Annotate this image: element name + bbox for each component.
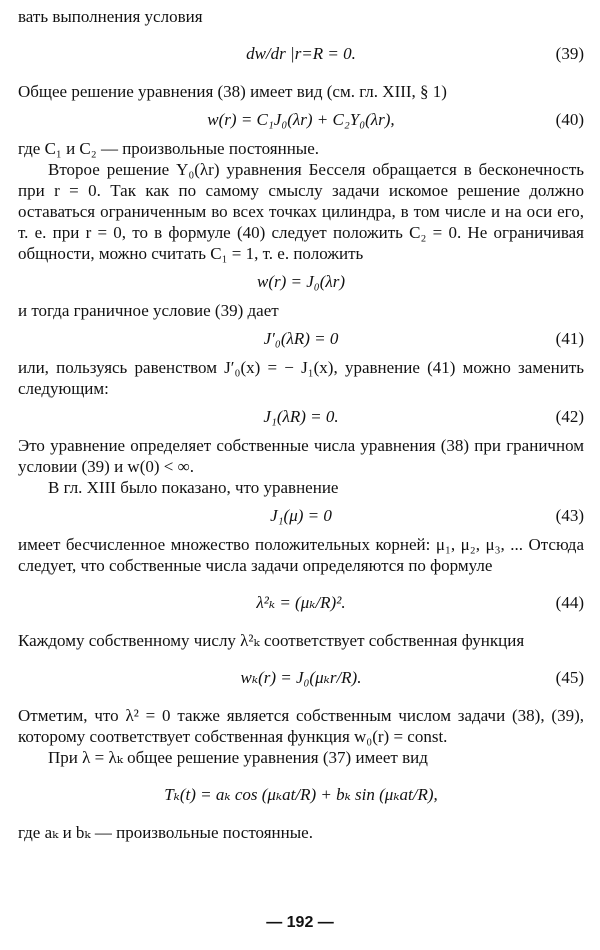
text-line: где C₁ и C₂ — произвольные постоянные. [18, 139, 320, 158]
paragraph: или, пользуясь равенством J′₀(x) = − J₁(x), уравнение (41) можно заменить следующим: [18, 358, 584, 398]
text-line: вать выполнения условия [18, 7, 203, 26]
equation-39 [18, 33, 584, 75]
equation-number: (39) [555, 44, 584, 63]
equation-number: (40) [555, 110, 584, 129]
text-line: и тогда граничное условие (39) дает [18, 301, 279, 320]
equation-40 [18, 108, 584, 132]
equation-number: (44) [555, 593, 584, 612]
paragraph: имеет бесчисленное множество положительных корней: μ₁, μ₂, μ₃, ... Отсюда следует, что собственные числа задачи определяются по формуле [18, 535, 584, 575]
text-line: Общее решение уравнения (38) имеет вид (см. гл. XIII, § 1) [18, 82, 447, 101]
equation-number: (43) [555, 506, 584, 525]
equation-body: λ²ₖ = (μₖ/R)². [256, 593, 346, 612]
paragraph: Отметим, что λ² = 0 также является собственным числом задачи (38), (39), которому соответствует собственная функция w₀(r) = const. [18, 706, 584, 746]
equation-42 [18, 405, 584, 429]
equation-number: (45) [555, 668, 584, 687]
equation-44 [18, 582, 584, 624]
paragraph: Это уравнение определяет собственные числа уравнения (38) при граничном условии (39) и w(0) < ∞. [18, 436, 584, 476]
paragraph: В гл. XIII было показано, что уравнение [48, 478, 339, 497]
text-line: где aₖ и bₖ — произвольные постоянные. [18, 823, 313, 842]
paragraph: При λ = λₖ общее решение уравнения (37) имеет вид [48, 748, 428, 767]
equation-body: J₁(λR) = 0. [263, 407, 339, 426]
equation-body: dw/dr |r=R = 0. [246, 44, 356, 63]
paragraph: Второе решение Y₀(λr) уравнения Бесселя обращается в бесконечность при r = 0. Так как по самому смыслу задачи искомое решение должно оставаться ограниченным во всех точках цилиндра, в том числе и на оси его, т. е. при r = 0, то в формуле (40) следует положить C₂ = 0. Не ограничивая общности, можно считать C₁ = 1, т. е. положить [18, 160, 584, 263]
equation-43 [18, 504, 584, 528]
equation-number: (42) [555, 407, 584, 426]
equation-body: wₖ(r) = J₀(μₖr/R). [240, 668, 362, 687]
equation-body: w(r) = J₀(λr) [256, 272, 345, 291]
equation-T [18, 774, 584, 816]
paragraph: Каждому собственному числу λ²ₖ соответствует собственная функция [18, 631, 525, 650]
equation-body: Tₖ(t) = aₖ cos (μₖat/R) + bₖ sin (μₖat/R), [164, 785, 438, 804]
equation-body: J′₀(λR) = 0 [263, 329, 339, 348]
equation-body: w(r) = C₁J₀(λr) + C₂Y₀(λr), [207, 110, 395, 129]
equation-w [18, 270, 584, 294]
equation-body: J₁(μ) = 0 [270, 506, 332, 525]
equation-41 [18, 327, 584, 351]
equation-45 [18, 657, 584, 699]
equation-number: (41) [555, 329, 584, 348]
page-number: — 192 — [266, 914, 334, 931]
document-page [18, 6, 584, 843]
